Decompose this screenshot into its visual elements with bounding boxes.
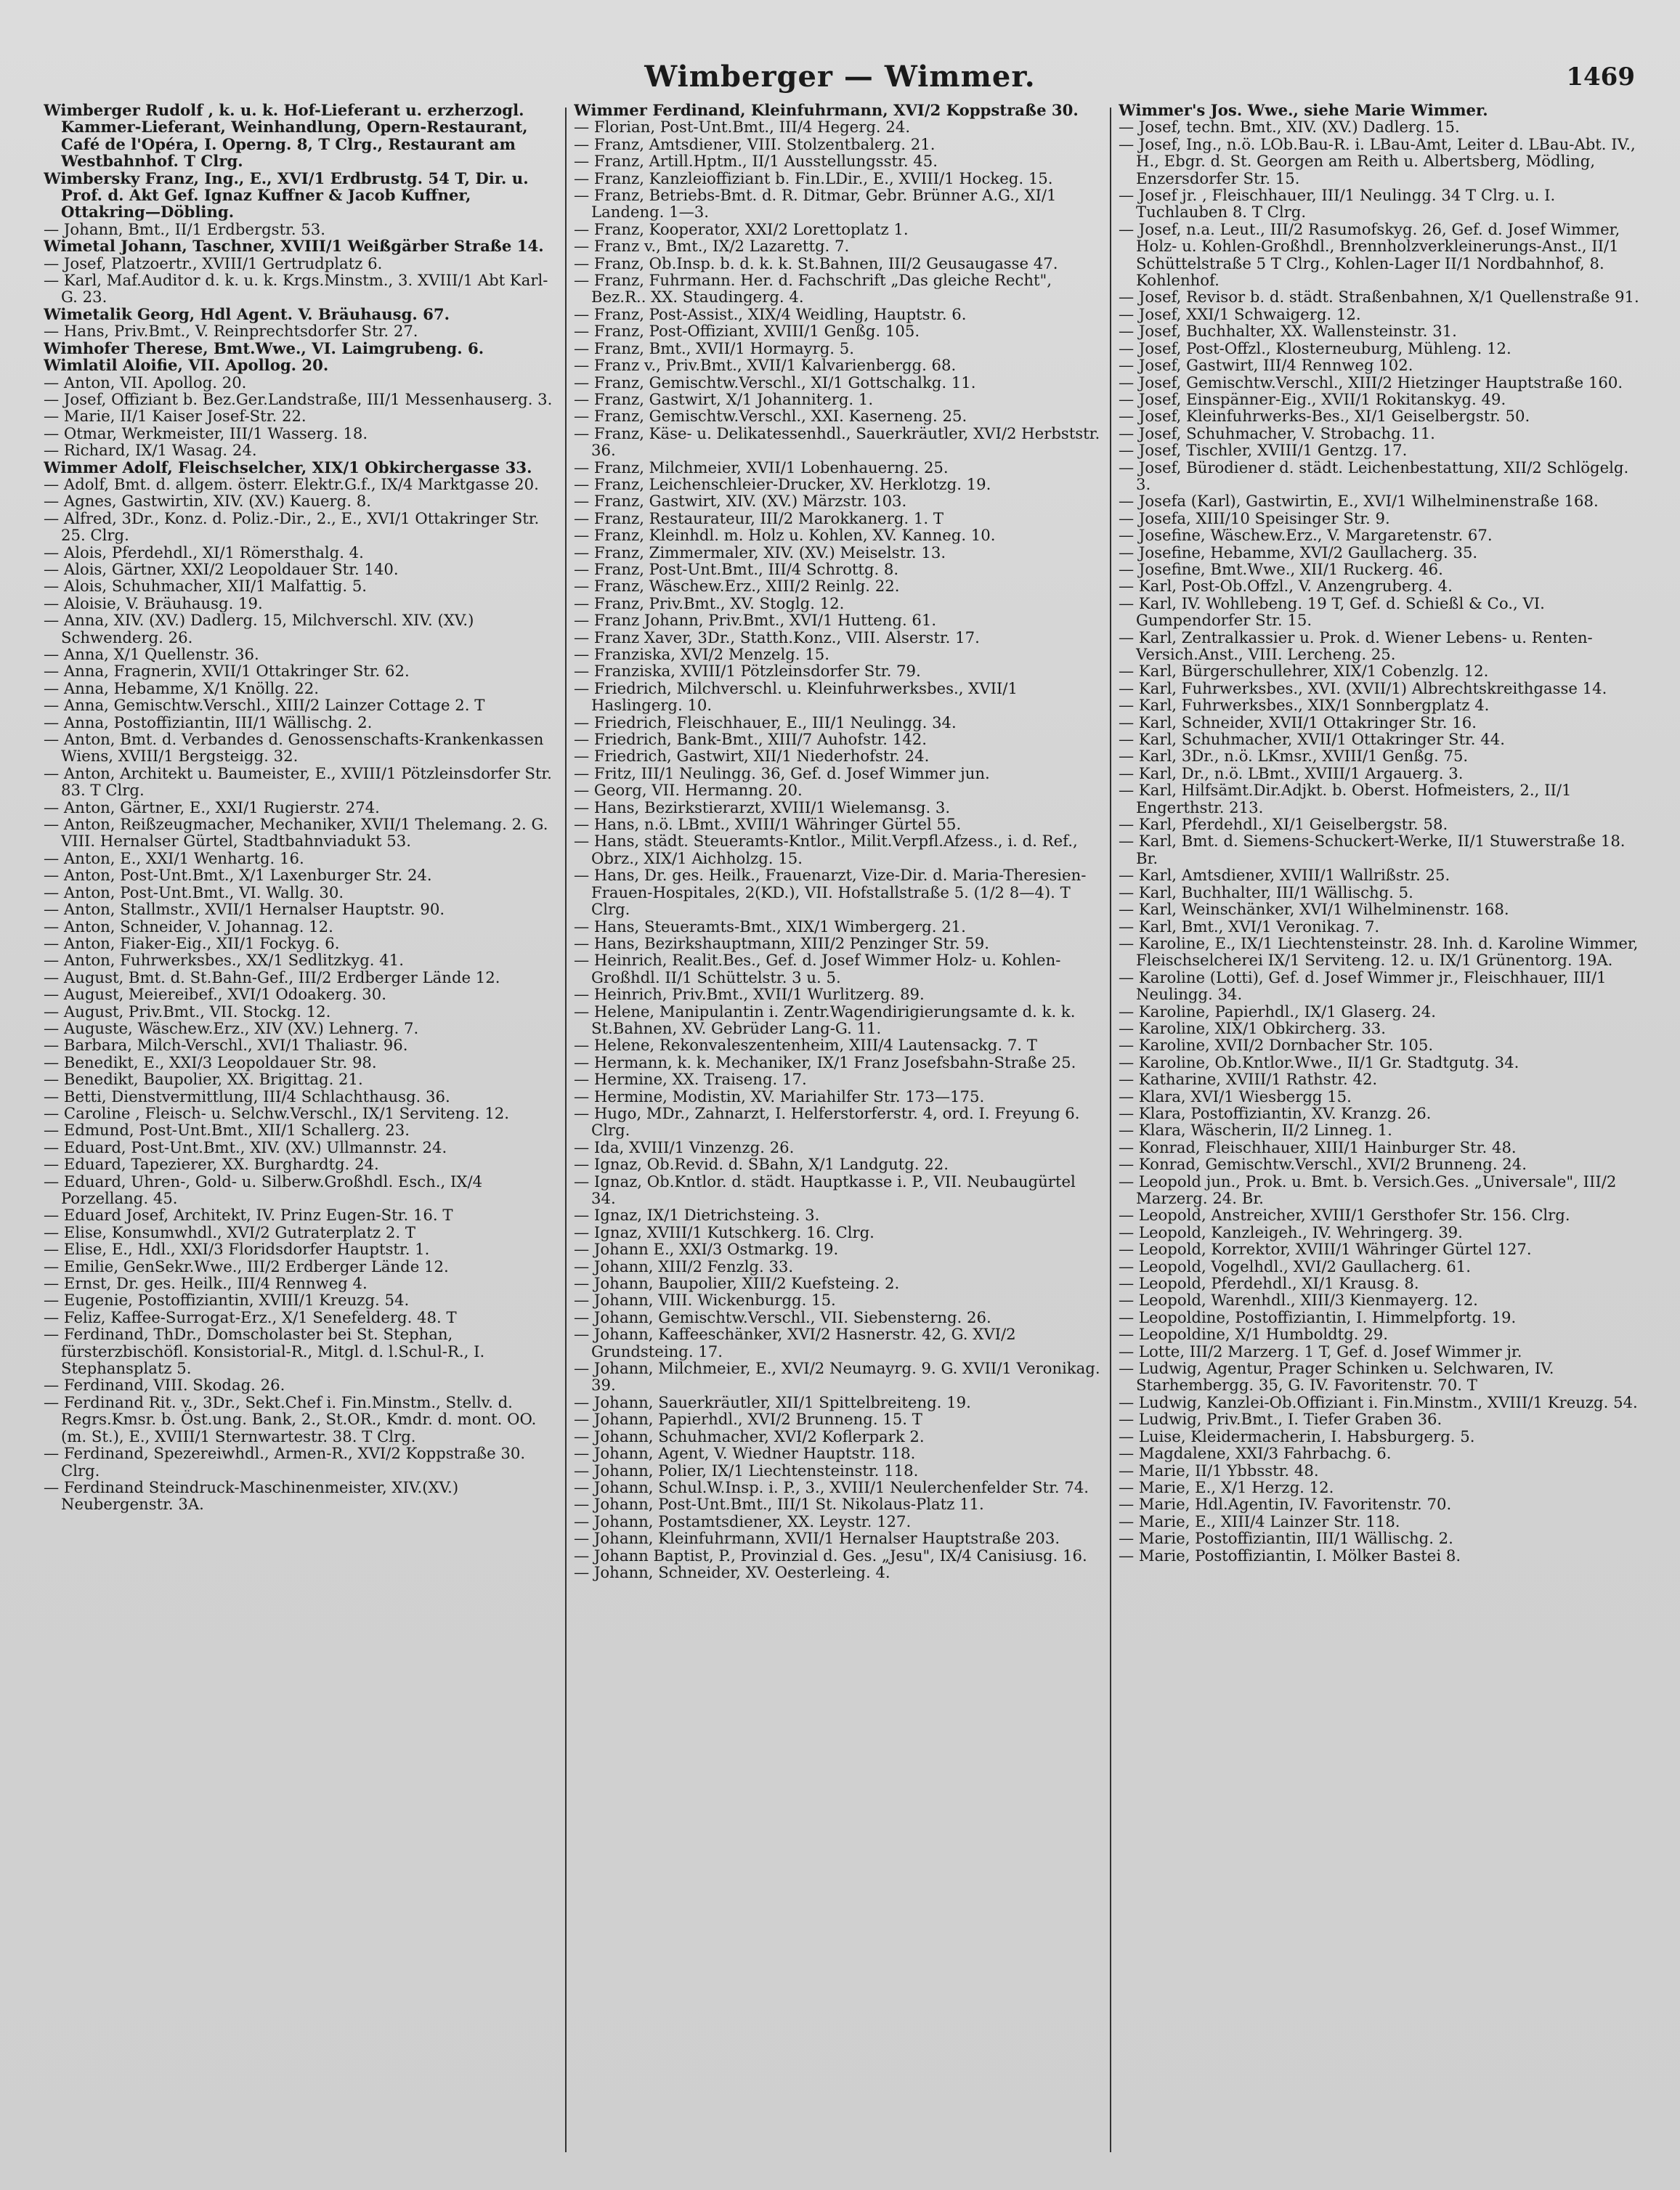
directory-entry: — Helene, Rekonvaleszentenheim, XIII/4 Lautensackg. 7. T xyxy=(574,1036,1037,1055)
directory-entry: — Josef, Revisor b. d. städt. Straßenbahnen, X/1 Quellenstraße 91. xyxy=(1119,288,1639,307)
directory-entry: — Franz, Wäschew.Erz., XIII/2 Reinlg. 22. xyxy=(574,577,900,596)
directory-entry: — Karl, Fuhrwerksbes., XVI. (XVII/1) Albrechtskreithgasse 14. xyxy=(1119,678,1607,697)
directory-entry: — Anton, Architekt u. Baumeister, E., XVIII/1 Pötzleinsdorfer Str. 83. T Clrg. xyxy=(44,763,552,800)
directory-entry: — Feliz, Kaffee-Surrogat-Erz., X/1 Senefelderg. 48. T xyxy=(44,1307,457,1326)
directory-entry: — Johann, Bmt., II/1 Erdbergstr. 53. xyxy=(44,219,325,238)
directory-entry: — Hermann, k. k. Mechaniker, IX/1 Franz Josefsbahn-Straße 25. xyxy=(574,1053,1076,1071)
directory-entry: — Franz Xaver, 3Dr., Statth.Konz., VIII. Alserstr. 17. xyxy=(574,628,980,646)
directory-entry: — Marie, II/1 Kaiser Josef-Str. 22. xyxy=(44,407,307,426)
directory-entry: — Anna, Fragnerin, XVII/1 Ottakringer Str. 62. xyxy=(44,662,410,681)
directory-entry: — Josef, Gemischtw.Verschl., XIII/2 Hietzinger Hauptstraße 160. xyxy=(1119,373,1623,392)
directory-entry: — Karoline, XVII/2 Dornbacher Str. 105. xyxy=(1119,1036,1434,1055)
directory-entry: — Anton, Bmt. d. Verbandes d. Genossenschafts-Krankenkassen Wiens, XVIII/1 Bergsteigg. 32. xyxy=(44,730,544,766)
directory-entry: — Franz v., Priv.Bmt., XVII/1 Kalvarienbergg. 68. xyxy=(574,356,957,375)
directory-entry: — Benedikt, E., XXI/3 Leopoldauer Str. 98. xyxy=(44,1053,377,1071)
directory-entry: — Franz, Kooperator, XXI/2 Lorettoplatz 1. xyxy=(574,219,909,238)
directory-entry: — Josefa, XIII/10 Speisinger Str. 9. xyxy=(1119,508,1390,527)
directory-entry: — Marie, II/1 Ybbsstr. 48. xyxy=(1119,1461,1319,1480)
directory-entry: — Klara, Wäscherin, II/2 Linneg. 1. xyxy=(1119,1121,1392,1140)
directory-entry: — Josef, Kleinfuhrwerks-Bes., XI/1 Geiselbergstr. 50. xyxy=(1119,407,1530,426)
directory-entry: — Josef, Post-Offzl., Klosterneuburg, Mühleng. 12. xyxy=(1119,338,1511,357)
directory-entry: — Josef, Tischler, XVIII/1 Gentzg. 17. xyxy=(1119,441,1408,460)
directory-entry: — Hermine, XX. Traiseng. 17. xyxy=(574,1070,807,1089)
directory-entry: — Edmund, Post-Unt.Bmt., XII/1 Schallerg. 23. xyxy=(44,1121,410,1140)
directory-entry: — Franz v., Bmt., IX/2 Lazarettg. 7. xyxy=(574,237,850,256)
directory-entry: Wimbersky Franz, Ing., E., XVI/1 Erdbrustg. 54 T, Dir. u. Prof. d. Akt Gef. Ignaz Kuffner & Jacob Kuffner, Ottakring—Döbling. xyxy=(44,169,529,222)
directory-entry: — Leopold jun., Prok. u. Bmt. b. Versich.Ges. „Universale", III/2 Marzerg. 24. Br. xyxy=(1119,1172,1617,1207)
directory-entry: — Georg, VII. Hermanng. 20. xyxy=(574,781,803,800)
directory-entry: — Anton, Schneider, V. Johannag. 12. xyxy=(44,917,333,936)
directory-entry: Wimmer Ferdinand, Kleinfuhrmann, XVI/2 Koppstraße 30. xyxy=(574,102,1079,119)
directory-entry: — Anton, E., XXI/1 Wenhartg. 16. xyxy=(44,848,304,867)
directory-entry: — Emilie, GenSekr.Wwe., III/2 Erdberger Lände 12. xyxy=(44,1257,449,1276)
directory-entry: Wimmer's Jos. Wwe., siehe Marie Wimmer. xyxy=(1119,102,1488,119)
directory-entry: — Josef, techn. Bmt., XIV. (XV.) Dadlerg. 15. xyxy=(1119,118,1460,137)
directory-entry: — Hans, städt. Steueramts-Kntlor., Milit.Verpfl.Afzess., i. d. Ref., Obrz., XIX/1 Aichholzg. 15. xyxy=(574,832,1078,867)
directory-entry: — Eugenie, Postoffiziantin, XVIII/1 Kreuzg. 54. xyxy=(44,1291,410,1310)
directory-entry: — Fritz, III/1 Neulingg. 36, Gef. d. Josef Wimmer jun. xyxy=(574,763,990,782)
directory-entry: — Karl, Fuhrwerksbes., XIX/1 Sonnbergplatz 4. xyxy=(1119,696,1490,715)
directory-entry: — Johann, Schneider, XV. Oesterleing. 4. xyxy=(574,1562,890,1581)
directory-entry: — Heinrich, Realit.Bes., Gef. d. Josef Wimmer Holz- u. Kohlen-Großhdl. II/1 Schüttelstr. 3 u. 5. xyxy=(574,951,1061,986)
directory-entry: — Eduard, Post-Unt.Bmt., XIV. (XV.) Ullmannstr. 24. xyxy=(44,1137,447,1156)
directory-entry: — Ida, XVIII/1 Vinzenzg. 26. xyxy=(574,1137,795,1156)
directory-entry: Wimetalik Georg, Hdl Agent. V. Bräuhausg. 67. xyxy=(44,304,450,323)
directory-entry: — Franziska, XVI/2 Menzelg. 15. xyxy=(574,645,829,663)
directory-entry: — Betti, Dienstvermittlung, III/4 Schlachthausg. 36. xyxy=(44,1087,450,1106)
directory-entry: — Franz, Gastwirt, XIV. (XV.) Märzstr. 103. xyxy=(574,492,907,511)
directory-entry: — Barbara, Milch-Verschl., XVI/1 Thaliastr. 96. xyxy=(44,1036,408,1055)
directory-entry: — Johann, Kaffeeschänker, XVI/2 Hasnerstr. 42, G. XVI/2 Grundsteing. 17. xyxy=(574,1325,1016,1360)
directory-entry: — Ludwig, Agentur, Prager Schinken u. Selchwaren, IV. Starhembergg. 35, G. IV. Favoritenstr. 70. T xyxy=(1119,1359,1554,1395)
directory-entry: — Konrad, Gemischtw.Verschl., XVI/2 Brunneng. 24. xyxy=(1119,1155,1527,1174)
directory-entry: — Leopold, Pferdehdl., XI/1 Krausg. 8. xyxy=(1119,1274,1419,1293)
directory-entry: — Johann E., XXI/3 Ostmarkg. 19. xyxy=(574,1240,839,1259)
directory-entry: — Johann, Polier, IX/1 Liechtensteinstr. 118. xyxy=(574,1461,919,1480)
directory-entry: — Josef, Einspänner-Eig., XVII/1 Rokitanskyg. 49. xyxy=(1119,389,1506,408)
directory-entry: — Ferdinand Steindruck-Maschinenmeister, XIV.(XV.) Neubergenstr. 3A. xyxy=(44,1477,459,1514)
directory-entry: — Johann, Papierhdl., XVI/2 Brunneng. 15. T xyxy=(574,1410,922,1429)
directory-entry: — Anton, VII. Apollog. 20. xyxy=(44,373,247,392)
directory-entry: — Franz, Restaurateur, III/2 Marokkanerg. 1. T xyxy=(574,508,944,527)
directory-entry: — Ferdinand, Spezereiwhdl., Armen-R., XVI/2 Koppstraße 30. Clrg. xyxy=(44,1444,526,1480)
directory-entry: — Karl, Bürgerschullehrer, XIX/1 Cobenzlg. 12. xyxy=(1119,662,1489,681)
directory-entry: — Franz, Post-Unt.Bmt., III/4 Schrottg. 8. xyxy=(574,559,899,578)
directory-entry: — Leopold, Anstreicher, XVIII/1 Gersthofer Str. 156. Clrg. xyxy=(1119,1206,1570,1225)
directory-entry: — Hans, Bezirkstierarzt, XVIII/1 Wielemansg. 3. xyxy=(574,798,951,816)
directory-entry: — Hans, Steueramts-Bmt., XIX/1 Wimbergerg. 21. xyxy=(574,917,966,936)
directory-entry: — Karl, Weinschänker, XVI/1 Wilhelminenstr. 168. xyxy=(1119,900,1509,919)
directory-entry: — Hans, Bezirkshauptmann, XIII/2 Penzinger Str. 59. xyxy=(574,933,989,952)
directory-entry: — Josef, Ing., n.ö. LOb.Bau-R. i. LBau-Amt, Leiter d. LBau-Abt. IV., H., Ebgr. d. St. Georgen am Reith u. Albertsberg, Mödling, Enzersdorfer Str. 15. xyxy=(1119,134,1636,187)
directory-entry: — Marie, Postoffiziantin, I. Mölker Bastei 8. xyxy=(1119,1546,1461,1565)
directory-entry: — Karl, Schuhmacher, XVII/1 Ottakringer Str. 44. xyxy=(1119,730,1505,749)
directory-entry: — Franz, Post-Assist., XIX/4 Weidling, Hauptstr. 6. xyxy=(574,304,967,323)
directory-entry: — Josef, XXI/1 Schwaigerg. 12. xyxy=(1119,304,1361,323)
directory-entry: — Konrad, Fleischhauer, XIII/1 Hainburger Str. 48. xyxy=(1119,1137,1517,1156)
directory-entry: — Marie, E., X/1 Herzg. 12. xyxy=(1119,1477,1334,1496)
directory-entry: — Ignaz, IX/1 Dietrichsteing. 3. xyxy=(574,1206,820,1225)
directory-entry: — Alois, Schuhmacher, XII/1 Malfattig. 5. xyxy=(44,577,368,596)
page-number: 1469 xyxy=(1566,62,1635,92)
directory-entry: — Franz, Käse- u. Delikatessenhdl., Sauerkräutler, XVI/2 Herbststr. 36. xyxy=(574,423,1100,460)
directory-entry: — Franz, Kleinhdl. m. Holz u. Kohlen, XV. Kanneg. 10. xyxy=(574,526,996,545)
directory-entry: — Franz, Amtsdiener, VIII. Stolzentbalerg. 21. xyxy=(574,134,936,153)
directory-entry: — Friedrich, Milchverschl. u. Kleinfuhrwerksbes., XVII/1 Haslingerg. 10. xyxy=(574,678,1018,715)
directory-entry: — Josef, n.a. Leut., III/2 Rasumofskyg. 26, Gef. d. Josef Wimmer, Holz- u. Kohlen-Großhdl., Brennholzverkleinerungs-Anst., II/1 Schüttelstraße 5 T Clrg., Kohlen-Lager II/1 Nordbahnhof, 8. Kohlenhof. xyxy=(1119,219,1620,290)
directory-entry: — Ludwig, Priv.Bmt., I. Tiefer Graben 36. xyxy=(1119,1410,1442,1429)
directory-entry: — Josef, Gastwirt, III/4 Rennweg 102. xyxy=(1119,356,1413,375)
directory-entry: — Karoline, Ob.Kntlor.Wwe., II/1 Gr. Stadtgutg. 34. xyxy=(1119,1053,1519,1071)
directory-entry: — Karoline (Lotti), Gef. d. Josef Wimmer jr., Fleischhauer, III/1 Neulingg. 34. xyxy=(1119,968,1607,1004)
directory-entry: — Ignaz, XVIII/1 Kutschkerg. 16. Clrg. xyxy=(574,1222,875,1241)
directory-entry: — Karl, Bmt. d. Siemens-Schuckert-Werke, II/1 Stuwerstraße 18. Br. xyxy=(1119,832,1626,867)
column-left xyxy=(44,102,559,2157)
column-middle xyxy=(574,102,1104,2157)
directory-entry: — Johann, Milchmeier, E., XVI/2 Neumayrg. 9. G. XVII/1 Veronikag. 39. xyxy=(574,1359,1100,1395)
directory-entry: — Franz, Zimmermaler, XIV. (XV.) Meiselstr. 13. xyxy=(574,543,946,561)
directory-columns xyxy=(44,102,1645,2157)
directory-entry: — Marie, Postoffiziantin, III/1 Wällischg. 2. xyxy=(1119,1529,1453,1548)
directory-entry: — Heinrich, Priv.Bmt., XVII/1 Wurlitzerg. 89. xyxy=(574,985,925,1004)
directory-entry: — Karoline, E., IX/1 Liechtensteinstr. 28. Inh. d. Karoline Wimmer, Fleischselcherei IX/1 Serviteng. 12. u. IX/1 Grünentorg. 19A. xyxy=(1119,933,1639,970)
directory-entry: Wimetal Johann, Taschner, XVIII/1 Weißgärber Straße 14. xyxy=(44,237,544,256)
directory-entry: — Karoline, XIX/1 Obkircherg. 33. xyxy=(1119,1018,1386,1037)
directory-entry: — Ferdinand Rit. v., 3Dr., Sekt.Chef i. Fin.Minstm., Stellv. d. Regrs.Kmsr. b. Öst.ung. Bank, 2., St.OR., Kmdr. d. mont. OO. (m. St.), E., XVIII/1 Sternwartestr. 38. T Clrg. xyxy=(44,1392,537,1445)
directory-entry: — Johann Baptist, P., Provinzial d. Ges. „Jesu", IX/4 Canisiusg. 16. xyxy=(574,1546,1087,1565)
directory-entry: — Anton, Gärtner, E., XXI/1 Rugierstr. 274. xyxy=(44,798,380,816)
directory-entry: — Anna, Postoffiziantin, III/1 Wällischg. 2. xyxy=(44,713,373,731)
directory-entry: — Karoline, Papierhdl., IX/1 Glaserg. 24. xyxy=(1119,1002,1437,1021)
directory-entry: — Otmar, Werkmeister, III/1 Wasserg. 18. xyxy=(44,423,368,442)
directory-entry: — Eduard, Uhren-, Gold- u. Silberw.Großhdl. Esch., IX/4 Porzellang. 45. xyxy=(44,1172,483,1207)
directory-entry: — Katharine, XVIII/1 Rathstr. 42. xyxy=(1119,1070,1378,1089)
directory-entry: — Josef jr. , Fleischhauer, III/1 Neulingg. 34 T Clrg. u. I. Tuchlauben 8. T Clrg. xyxy=(1119,186,1556,222)
page-header xyxy=(0,60,1680,103)
column-divider xyxy=(565,108,567,2152)
directory-entry: — Johann, Kleinfuhrmann, XVII/1 Hernalser Hauptstraße 203. xyxy=(574,1529,1060,1548)
directory-entry: — Alfred, 3Dr., Konz. d. Poliz.-Dir., 2., E., XVI/1 Ottakringer Str. 25. Clrg. xyxy=(44,508,540,545)
directory-entry: — Leopold, Kanzleigeh., IV. Wehringerg. 39. xyxy=(1119,1222,1463,1241)
directory-entry: — Hans, n.ö. LBmt., XVIII/1 Währinger Gürtel 55. xyxy=(574,815,962,834)
directory-entry: — Franz Johann, Priv.Bmt., XVI/1 Hutteng. 61. xyxy=(574,611,937,630)
directory-entry: — Florian, Post-Unt.Bmt., III/4 Hegerg. 24. xyxy=(574,118,911,137)
directory-entry: — Anna, X/1 Quellenstr. 36. xyxy=(44,645,259,663)
directory-entry: — Leopold, Warenhdl., XIII/3 Kienmayerg. 12. xyxy=(1119,1291,1478,1310)
directory-entry: — Karl, Bmt., XVI/1 Veronikag. 7. xyxy=(1119,917,1380,936)
directory-entry: — Alois, Pferdehdl., XI/1 Römersthalg. 4. xyxy=(44,543,364,561)
directory-entry: — Karl, Maf.Auditor d. k. u. k. Krgs.Minstm., 3. XVIII/1 Abt Karl-G. 23. xyxy=(44,271,548,307)
directory-entry: — Ferdinand, VIII. Skodag. 26. xyxy=(44,1376,285,1395)
directory-entry: — Karl, Schneider, XVII/1 Ottakringer Str. 16. xyxy=(1119,713,1477,731)
directory-entry: Wimberger Rudolf , k. u. k. Hof-Lieferant u. erzherzogl. Kammer-Lieferant, Weinhandlung, Opern-Restaurant, Café de l'Opéra, I. Operng. 8, T Clrg., Restaurant am Westbahnhof. T Clrg. xyxy=(44,102,528,171)
directory-entry: — Leopold, Vogelhdl., XVI/2 Gaullacherg. 61. xyxy=(1119,1257,1471,1276)
directory-entry: — Johann, Schuhmacher, XVI/2 Koflerpark 2. xyxy=(574,1427,925,1445)
directory-entry: — Josef, Offiziant b. Bez.Ger.Landstraße, III/1 Messenhauserg. 3. xyxy=(44,389,553,408)
directory-entry: — Elise, Konsumwhdl., XVI/2 Gutraterplatz 2. T xyxy=(44,1222,416,1241)
directory-entry: — Helene, Manipulantin i. Zentr.Wagendirigierungsamte d. k. k. St.Bahnen, XV. Gebrüder Lang-G. 11. xyxy=(574,1002,1076,1037)
directory-entry: — Johann, Post-Unt.Bmt., III/1 St. Nikolaus-Platz 11. xyxy=(574,1495,984,1514)
directory-entry: — Karl, Buchhalter, III/1 Wällischg. 5. xyxy=(1119,883,1413,901)
directory-entry: — Franz, Artill.Hptm., II/1 Ausstellungsstr. 45. xyxy=(574,152,938,171)
directory-entry: Wimhofer Therese, Bmt.Wwe., VI. Laimgrubeng. 6. xyxy=(44,338,484,357)
directory-entry: — Karl, Hilfsämt.Dir.Adjkt. b. Oberst. Hofmeisters, 2., II/1 Engerthstr. 213. xyxy=(1119,781,1572,816)
directory-entry: — Johann, Postamtsdiener, XX. Leystr. 127. xyxy=(574,1512,912,1530)
directory-entry: — Anton, Stallmstr., XVII/1 Hernalser Hauptstr. 90. xyxy=(44,900,445,919)
directory-entry: — Leopoldine, Postoffiziantin, I. Himmelpfortg. 19. xyxy=(1119,1307,1517,1326)
directory-entry: — Franz, Milchmeier, XVII/1 Lobenhauerng. 25. xyxy=(574,458,949,476)
directory-entry: — Anton, Fuhrwerksbes., XX/1 Sedlitzkyg. 41. xyxy=(44,951,404,970)
directory-entry: — August, Bmt. d. St.Bahn-Gef., III/2 Erdberger Lände 12. xyxy=(44,968,500,986)
directory-entry: — Eduard Josef, Architekt, IV. Prinz Eugen-Str. 16. T xyxy=(44,1206,453,1225)
directory-entry: — August, Meiereibef., XVI/1 Odoakerg. 30. xyxy=(44,985,386,1004)
directory-entry: — Anna, XIV. (XV.) Dadlerg. 15, Milchverschl. XIV. (XV.) Schwenderg. 26. xyxy=(44,611,474,646)
directory-entry: — Eduard, Tapezierer, XX. Burghardtg. 24. xyxy=(44,1155,379,1174)
directory-entry: — Karl, Zentralkassier u. Prok. d. Wiener Lebens- u. Renten-Versich.Anst., VIII. Lercheng. 25. xyxy=(1119,628,1593,663)
directory-entry: — Johann, Sauerkräutler, XII/1 Spittelbreiteng. 19. xyxy=(574,1392,971,1411)
directory-entry: — Josef, Schuhmacher, V. Strobachg. 11. xyxy=(1119,423,1435,442)
directory-entry: — Leopold, Korrektor, XVIII/1 Währinger Gürtel 127. xyxy=(1119,1240,1532,1259)
directory-entry: — Karl, Post-Ob.Offzl., V. Anzengruberg. 4. xyxy=(1119,577,1453,596)
directory-entry: — Anton, Reißzeugmacher, Mechaniker, XVII/1 Thelemang. 2. G. VIII. Hernalser Gürtel, Stadtbahnviadukt 53. xyxy=(44,815,548,851)
directory-entry: — Franz, Kanzleioffiziant b. Fin.LDir., E., XVIII/1 Hockeg. 15. xyxy=(574,169,1053,187)
directory-entry: — Franz, Leichenschleier-Drucker, XV. Herklotzg. 19. xyxy=(574,474,991,493)
directory-entry: — Johann, Agent, V. Wiedner Hauptstr. 118. xyxy=(574,1444,916,1463)
directory-entry: — Josef, Buchhalter, XX. Wallensteinstr. 31. xyxy=(1119,322,1457,341)
directory-entry: — Franz, Bmt., XVII/1 Hormayrg. 5. xyxy=(574,338,854,357)
directory-entry: — Josefine, Bmt.Wwe., XII/1 Ruckerg. 46. xyxy=(1119,559,1443,578)
directory-entry: — Ludwig, Kanzlei-Ob.Offiziant i. Fin.Minstm., XVIII/1 Kreuzg. 54. xyxy=(1119,1392,1638,1411)
directory-entry: — Franz, Ob.Insp. b. d. k. k. St.Bahnen, III/2 Geusaugasse 47. xyxy=(574,254,1058,272)
column-right xyxy=(1119,102,1645,2157)
directory-entry: — Anna, Gemischtw.Verschl., XIII/2 Lainzer Cottage 2. T xyxy=(44,696,485,715)
directory-entry: — Marie, E., XIII/4 Lainzer Str. 118. xyxy=(1119,1512,1400,1530)
directory-entry: — Karl, Amtsdiener, XVIII/1 Wallrißstr. 25. xyxy=(1119,866,1450,885)
directory-entry: — Hugo, MDr., Zahnarzt, I. Helferstorferstr. 4, ord. I. Freyung 6. Clrg. xyxy=(574,1103,1080,1140)
directory-entry: — Josefa (Karl), Gastwirtin, E., XVI/1 Wilhelminenstraße 168. xyxy=(1119,492,1599,511)
directory-entry: — Luise, Kleidermacherin, I. Habsburgerg. 5. xyxy=(1119,1427,1475,1445)
directory-entry: — Josefine, Hebamme, XVI/2 Gaullacherg. 35. xyxy=(1119,543,1478,561)
directory-entry: — Johann, XIII/2 Fenzlg. 33. xyxy=(574,1257,794,1276)
directory-entry: Wimmer Adolf, Fleischselcher, XIX/1 Obkirchergasse 33. xyxy=(44,458,532,476)
directory-entry: — Hans, Dr. ges. Heilk., Frauenarzt, Vize-Dir. d. Maria-Theresien-Frauen-Hospitales, 2(KD.), VII. Hofstallstraße 5. (1/2 8—4). T Clrg. xyxy=(574,866,1087,919)
directory-entry: — Anton, Fiaker-Eig., XII/1 Fockyg. 6. xyxy=(44,933,340,952)
directory-entry: — Franziska, XVIII/1 Pötzleinsdorfer Str. 79. xyxy=(574,662,921,681)
directory-entry: — Agnes, Gastwirtin, XIV. (XV.) Kauerg. 8. xyxy=(44,492,371,511)
directory-entry: — Ignaz, Ob.Revid. d. SBahn, X/1 Landgutg. 22. xyxy=(574,1155,949,1174)
directory-entry: — Johann, VIII. Wickenburgg. 15. xyxy=(574,1291,836,1310)
directory-entry: — Anna, Hebamme, X/1 Knöllg. 22. xyxy=(44,678,319,697)
directory-entry: — Lotte, III/2 Marzerg. 1 T, Gef. d. Josef Wimmer jr. xyxy=(1119,1342,1522,1360)
directory-entry: — Alois, Gärtner, XXI/2 Leopoldauer Str. 140. xyxy=(44,559,399,578)
directory-entry: — Hans, Priv.Bmt., V. Reinprechtsdorfer Str. 27. xyxy=(44,322,418,341)
directory-entry: — Karl, Dr., n.ö. LBmt., XVIII/1 Argauerg. 3. xyxy=(1119,763,1464,782)
directory-entry: — Adolf, Bmt. d. allgem. österr. Elektr.G.f., IX/4 Marktgasse 20. xyxy=(44,474,539,493)
directory-entry: — Marie, Hdl.Agentin, IV. Favoritenstr. 70. xyxy=(1119,1495,1452,1514)
directory-entry: — Franz, Post-Offiziant, XVIII/1 Genßg. 105. xyxy=(574,322,920,341)
directory-entry: — Karl, Pferdehdl., XI/1 Geiselbergstr. 58. xyxy=(1119,815,1448,834)
directory-entry: — Magdalene, XXI/3 Fahrbachg. 6. xyxy=(1119,1444,1392,1463)
directory-entry: — Ignaz, Ob.Kntlor. d. städt. Hauptkasse i. P., VII. Neubaugürtel 34. xyxy=(574,1172,1076,1207)
directory-entry: — Klara, XVI/1 Wiesbergg 15. xyxy=(1119,1087,1352,1106)
directory-entry: — Caroline , Fleisch- u. Selchw.Verschl., IX/1 Serviteng. 12. xyxy=(44,1103,510,1122)
directory-entry: — Friedrich, Gastwirt, XII/1 Niederhofstr. 24. xyxy=(574,747,930,766)
directory-entry: — Elise, E., Hdl., XXI/3 Floridsdorfer Hauptstr. 1. xyxy=(44,1240,430,1259)
directory-entry: — Aloisie, V. Bräuhausg. 19. xyxy=(44,593,263,612)
directory-entry: — Friedrich, Bank-Bmt., XIII/7 Auhofstr. 142. xyxy=(574,730,927,749)
directory-entry: — Josefine, Wäschew.Erz., V. Margaretenstr. 67. xyxy=(1119,526,1493,545)
directory-entry: — Benedikt, Baupolier, XX. Brigittag. 21. xyxy=(44,1070,363,1089)
directory-entry: — Johann, Schul.W.Insp. i. P., 3., XVIII/1 Neulerchenfelder Str. 74. xyxy=(574,1477,1089,1496)
directory-entry: — Franz, Gemischtw.Verschl., XI/1 Gottschalkg. 11. xyxy=(574,373,976,392)
directory-entry: — Franz, Fuhrmann. Her. d. Fachschrift „Das gleiche Recht", Bez.R.. XX. Staudingerg. 4. xyxy=(574,271,1052,307)
directory-entry: — Karl, 3Dr., n.ö. LKmsr., XVIII/1 Genßg. 75. xyxy=(1119,747,1469,766)
directory-entry: — Franz, Gastwirt, X/1 Johanniterg. 1. xyxy=(574,389,874,408)
directory-entry: — Ernst, Dr. ges. Heilk., III/4 Rennweg 4. xyxy=(44,1274,368,1293)
directory-entry: — Karl, IV. Wohllebeng. 19 T, Gef. d. Schießl & Co., VI. Gumpendorfer Str. 15. xyxy=(1119,593,1545,630)
directory-entry: — Leopoldine, X/1 Humboldtg. 29. xyxy=(1119,1325,1388,1344)
directory-entry: — Johann, Gemischtw.Verschl., VII. Siebensterng. 26. xyxy=(574,1307,991,1326)
directory-entry: — Franz, Betriebs-Bmt. d. R. Ditmar, Gebr. Brünner A.G., XI/1 Landeng. 1—3. xyxy=(574,186,1057,222)
directory-entry: — Anton, Post-Unt.Bmt., X/1 Laxenburger Str. 24. xyxy=(44,866,432,885)
directory-entry: — Josef, Platzoertr., XVIII/1 Gertrudplatz 6. xyxy=(44,254,383,272)
directory-entry: — Klara, Postoffiziantin, XV. Kranzg. 26. xyxy=(1119,1103,1432,1122)
directory-entry: — Auguste, Wäschew.Erz., XIV (XV.) Lehnerg. 7. xyxy=(44,1018,419,1037)
directory-entry: — Johann, Baupolier, XIII/2 Kuefsteing. 2. xyxy=(574,1274,900,1293)
column-divider xyxy=(1110,108,1111,2152)
directory-entry: — Franz, Gemischtw.Verschl., XXI. Kaserneng. 25. xyxy=(574,407,967,426)
directory-entry: — Friedrich, Fleischhauer, E., III/1 Neulingg. 34. xyxy=(574,713,957,731)
page-title: Wimberger — Wimmer. xyxy=(644,60,1036,94)
directory-entry: — Ferdinand, ThDr., Domscholaster bei St. Stephan, fürsterzbischöfl. Konsistorial-R., Mitgl. d. l.Schul-R., I. Stephansplatz 5. xyxy=(44,1325,485,1378)
directory-entry: — Franz, Priv.Bmt., XV. Stoglg. 12. xyxy=(574,593,845,612)
directory-entry: Wimlatil Aloifie, VII. Apollog. 20. xyxy=(44,356,329,375)
directory-entry: — Anton, Post-Unt.Bmt., VI. Wallg. 30. xyxy=(44,883,344,901)
directory-entry: — Richard, IX/1 Wasag. 24. xyxy=(44,441,257,460)
directory-entry: — Josef, Bürodiener d. städt. Leichenbestattung, XII/2 Schlögelg. 3. xyxy=(1119,458,1629,493)
directory-entry: — August, Priv.Bmt., VII. Stockg. 12. xyxy=(44,1002,331,1021)
directory-entry: — Hermine, Modistin, XV. Mariahilfer Str. 173—175. xyxy=(574,1087,985,1106)
